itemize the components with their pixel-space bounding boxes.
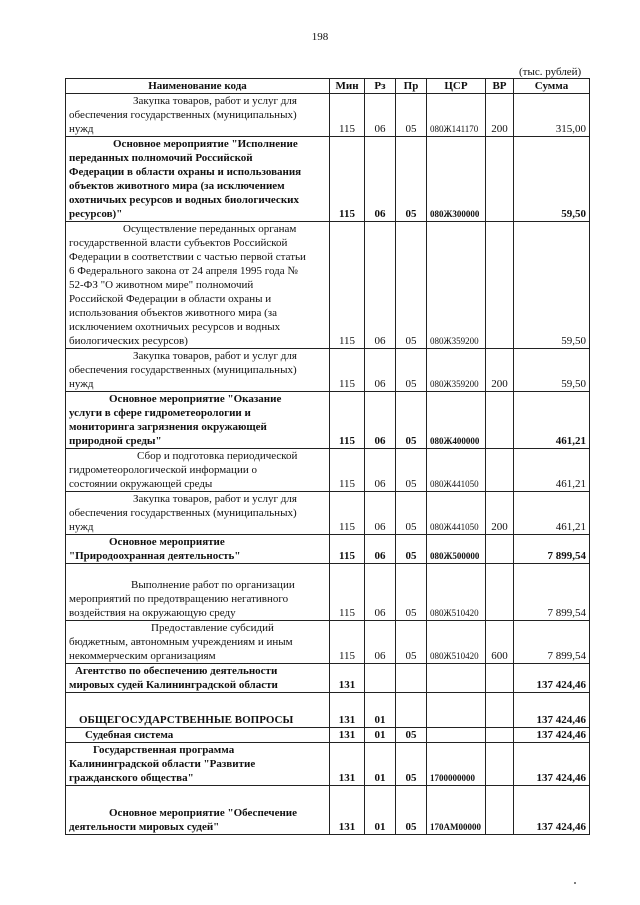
cell-name-line: Государственная программа — [93, 744, 235, 756]
cell-min: 115 — [330, 222, 365, 349]
cell-csr: 080Ж400000 — [427, 392, 486, 449]
cell-name — [66, 728, 330, 743]
cell-name-line: обеспечения государственных (муниципальных) — [69, 364, 297, 376]
cell-min: 131 — [330, 728, 365, 743]
cell-vr: 600 — [486, 621, 514, 664]
cell-vr — [486, 449, 514, 492]
cell-min: 115 — [330, 137, 365, 222]
cell-min: 131 — [330, 786, 365, 835]
cell-name-line: переданных полномочий Российской — [69, 152, 253, 164]
cell-name-line: бюджетным, автономным учреждениям и иным — [69, 636, 293, 648]
cell-name-line: Закупка товаров, работ и услуг для — [133, 493, 297, 505]
cell-rz: 01 — [365, 786, 396, 835]
cell-name-line: Федерации в соответствии с частью первой статьи — [69, 251, 306, 263]
cell-csr — [427, 693, 486, 728]
cell-sum: 461,21 — [514, 492, 590, 535]
units-label: (тыс. рублей) — [519, 66, 582, 78]
cell-pr — [396, 693, 427, 728]
cell-name-line: гидрометеорологической информации о — [69, 464, 257, 476]
cell-name — [66, 94, 330, 137]
cell-csr: 080Ж441050 — [427, 449, 486, 492]
cell-rz: 06 — [365, 222, 396, 349]
cell-name-line: Сбор и подготовка периодической — [137, 450, 298, 462]
cell-csr: 080Ж300000 — [427, 137, 486, 222]
cell-name-line — [69, 699, 326, 713]
cell-vr: 200 — [486, 349, 514, 392]
cell-min: 115 — [330, 621, 365, 664]
table-row — [66, 137, 590, 222]
cell-sum: 59,50 — [514, 222, 590, 349]
table-row — [66, 349, 590, 392]
cell-name-line: Судебная система — [85, 729, 174, 741]
cell-name-line: Основное мероприятие "Обеспечение — [109, 807, 298, 819]
cell-sum: 315,00 — [514, 94, 590, 137]
table-row — [66, 728, 590, 743]
cell-vr — [486, 786, 514, 835]
cell-name-line: гражданского общества" — [69, 772, 194, 784]
cell-csr: 080Ж510420 — [427, 564, 486, 621]
cell-name-line: Федерации в области охраны и использования — [69, 166, 302, 178]
cell-rz — [365, 664, 396, 693]
cell-name-line: государственной власти субъектов Российской — [69, 237, 288, 249]
cell-csr: 080Ж500000 — [427, 535, 486, 564]
cell-name-line: Осуществление переданных органам — [123, 223, 297, 235]
cell-pr: 05 — [396, 621, 427, 664]
cell-rz: 01 — [365, 743, 396, 786]
cell-min: 115 — [330, 392, 365, 449]
cell-pr: 05 — [396, 492, 427, 535]
table-body — [66, 94, 590, 835]
cell-name-line: охотничьих ресурсов и водных биологических — [69, 194, 299, 206]
cell-csr: 080Ж359200 — [427, 349, 486, 392]
cell-sum: 7 899,54 — [514, 535, 590, 564]
cell-name — [66, 349, 330, 392]
cell-min: 131 — [330, 743, 365, 786]
cell-sum: 461,21 — [514, 449, 590, 492]
cell-name — [66, 564, 330, 621]
cell-name-line: Основное мероприятие "Исполнение — [113, 138, 298, 150]
cell-pr: 05 — [396, 449, 427, 492]
cell-name-line: мировых судей Калининградской области — [69, 679, 278, 691]
cell-name-line: Закупка товаров, работ и услуг для — [133, 350, 297, 362]
cell-name-line: ресурсов)" — [69, 208, 123, 220]
cell-sum: 137 424,46 — [514, 664, 590, 693]
cell-vr — [486, 535, 514, 564]
header-rz: Рз — [365, 79, 396, 94]
cell-name — [66, 786, 330, 835]
header-name: Наименование кода — [66, 79, 330, 94]
cell-name-line: объектов животного мира (за исключением — [69, 180, 285, 192]
cell-name-line: исключением охотничьих ресурсов и водных — [69, 321, 281, 333]
cell-sum: 137 424,46 — [514, 786, 590, 835]
cell-name-line: Калининградской области "Развитие — [69, 758, 256, 770]
cell-sum: 7 899,54 — [514, 564, 590, 621]
cell-pr: 05 — [396, 349, 427, 392]
cell-name-line: обеспечения государственных (муниципальных) — [69, 507, 297, 519]
cell-pr: 05 — [396, 728, 427, 743]
cell-name-line: Выполнение работ по организации — [131, 579, 295, 591]
cell-min: 115 — [330, 94, 365, 137]
cell-rz: 06 — [365, 137, 396, 222]
cell-min: 115 — [330, 349, 365, 392]
cell-name-line: природной среды" — [69, 435, 162, 447]
cell-rz: 06 — [365, 449, 396, 492]
cell-name-line: Предоставление субсидий — [151, 622, 274, 634]
cell-min: 115 — [330, 492, 365, 535]
cell-min: 115 — [330, 449, 365, 492]
cell-rz: 06 — [365, 492, 396, 535]
table-row — [66, 535, 590, 564]
cell-rz: 06 — [365, 392, 396, 449]
cell-vr: 200 — [486, 94, 514, 137]
table-header-row — [66, 79, 590, 94]
cell-rz: 01 — [365, 728, 396, 743]
table-row — [66, 621, 590, 664]
cell-csr: 080Ж141170 — [427, 94, 486, 137]
cell-name-line: состоянии окружающей среды — [69, 478, 213, 490]
cell-csr: 1700000000 — [427, 743, 486, 786]
cell-name-line: услуги в сфере гидрометеорологии и — [69, 407, 251, 419]
cell-pr: 05 — [396, 535, 427, 564]
cell-min: 115 — [330, 535, 365, 564]
cell-pr — [396, 664, 427, 693]
cell-name — [66, 664, 330, 693]
cell-name-line: мероприятий по предотвращению негативного — [69, 593, 289, 605]
cell-sum: 461,21 — [514, 392, 590, 449]
table-row — [66, 392, 590, 449]
cell-name — [66, 449, 330, 492]
cell-name-line: обеспечения государственных (муниципальных) — [69, 109, 297, 121]
cell-name — [66, 137, 330, 222]
cell-rz: 06 — [365, 621, 396, 664]
cell-pr: 05 — [396, 222, 427, 349]
header-sum: Сумма — [514, 79, 590, 94]
cell-rz: 01 — [365, 693, 396, 728]
cell-name-line: Основное мероприятие "Оказание — [109, 393, 282, 405]
cell-vr — [486, 137, 514, 222]
cell-vr — [486, 392, 514, 449]
cell-vr — [486, 743, 514, 786]
cell-name-line: нужд — [69, 378, 94, 390]
cell-name — [66, 535, 330, 564]
cell-vr — [486, 222, 514, 349]
cell-vr — [486, 664, 514, 693]
cell-name — [66, 743, 330, 786]
cell-name-line: использования объектов животного мира (за — [69, 307, 278, 319]
table-row — [66, 743, 590, 786]
cell-name-line: Агентство по обеспечению деятельности — [75, 665, 278, 677]
cell-pr: 05 — [396, 743, 427, 786]
cell-sum: 59,50 — [514, 349, 590, 392]
cell-sum: 137 424,46 — [514, 693, 590, 728]
cell-name — [66, 492, 330, 535]
cell-name-line: нужд — [69, 123, 94, 135]
cell-name-line: мониторинга загрязнения окружающей — [69, 421, 267, 433]
cell-csr: 170АМ00000 — [427, 786, 486, 835]
table-row — [66, 492, 590, 535]
budget-table — [65, 78, 590, 835]
table-row — [66, 786, 590, 835]
cell-name — [66, 693, 330, 728]
cell-rz: 06 — [365, 94, 396, 137]
cell-pr: 05 — [396, 564, 427, 621]
cell-name-line: Российской Федерации в области охраны и — [69, 293, 272, 305]
cell-name-line: 52-ФЗ "О животном мире" полномочий — [69, 279, 254, 291]
cell-name-line: ОБЩЕГОСУДАРСТВЕННЫЕ ВОПРОСЫ — [79, 714, 294, 726]
cell-name — [66, 621, 330, 664]
table-row — [66, 222, 590, 349]
header-vr: ВР — [486, 79, 514, 94]
cell-csr — [427, 728, 486, 743]
cell-csr: 080Ж510420 — [427, 621, 486, 664]
cell-min: 131 — [330, 664, 365, 693]
cell-csr: 080Ж359200 — [427, 222, 486, 349]
cell-name-line: Основное мероприятие — [109, 536, 225, 548]
cell-name-line: нужд — [69, 521, 94, 533]
header-min: Мин — [330, 79, 365, 94]
cell-csr: 080Ж441050 — [427, 492, 486, 535]
cell-name-line: деятельности мировых судей" — [69, 821, 220, 833]
cell-min: 131 — [330, 693, 365, 728]
page-number: 198 — [311, 31, 329, 43]
cell-name-line: воздействия на окружающую среду — [69, 607, 236, 619]
cell-name-line — [69, 792, 326, 806]
cell-sum: 137 424,46 — [514, 743, 590, 786]
table-row — [66, 693, 590, 728]
cell-vr: 200 — [486, 492, 514, 535]
cell-sum: 137 424,46 — [514, 728, 590, 743]
cell-name — [66, 392, 330, 449]
cell-rz: 06 — [365, 349, 396, 392]
cell-min: 115 — [330, 564, 365, 621]
cell-pr: 05 — [396, 392, 427, 449]
cell-rz: 06 — [365, 535, 396, 564]
cell-csr — [427, 664, 486, 693]
cell-vr — [486, 564, 514, 621]
cell-name-line: биологических ресурсов) — [69, 335, 188, 347]
header-pr: Пр — [396, 79, 427, 94]
cell-name — [66, 222, 330, 349]
cell-pr: 05 — [396, 94, 427, 137]
table-row — [66, 564, 590, 621]
cell-name-line — [69, 564, 326, 578]
cell-sum: 59,50 — [514, 137, 590, 222]
cell-vr — [486, 693, 514, 728]
cell-pr: 05 — [396, 786, 427, 835]
cell-name-line: некоммерческим организациям — [69, 650, 216, 662]
cell-vr — [486, 728, 514, 743]
table-row — [66, 449, 590, 492]
scan-speck — [574, 882, 576, 884]
table-row — [66, 664, 590, 693]
cell-rz: 06 — [365, 564, 396, 621]
cell-pr: 05 — [396, 137, 427, 222]
cell-name-line: 6 Федерального закона от 24 апреля 1995 года № — [69, 265, 298, 277]
table-row — [66, 94, 590, 137]
cell-name-line: Закупка товаров, работ и услуг для — [133, 95, 297, 107]
header-csr: ЦСР — [427, 79, 486, 94]
cell-name-line: "Природоохранная деятельность" — [69, 550, 241, 562]
cell-sum: 7 899,54 — [514, 621, 590, 664]
